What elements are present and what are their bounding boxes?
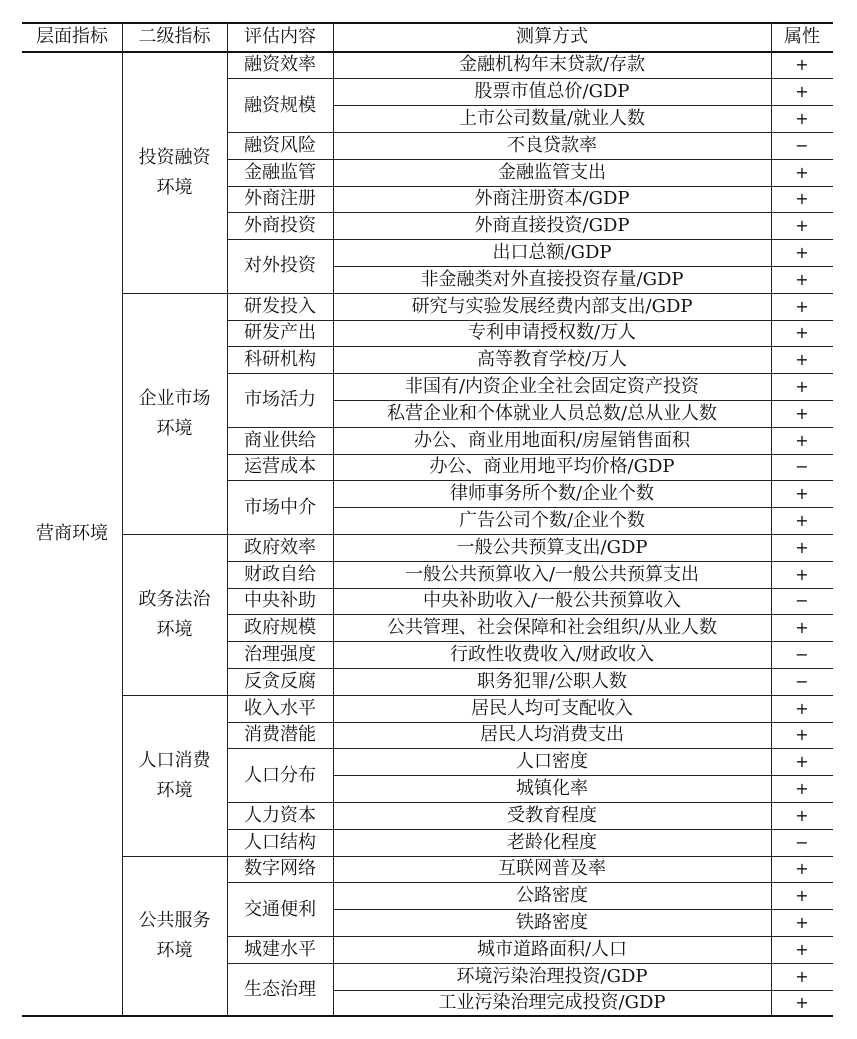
row-divider bbox=[227, 212, 833, 213]
content-cell: 治理强度 bbox=[244, 643, 316, 665]
attr-cell: − bbox=[795, 457, 809, 477]
content-cell: 交通便利 bbox=[244, 898, 316, 920]
method-cell: 出口总额/GDP bbox=[492, 241, 612, 263]
content-cell: 研发产出 bbox=[244, 322, 316, 344]
row-divider bbox=[227, 320, 833, 321]
row-divider bbox=[227, 427, 833, 428]
attr-cell: + bbox=[795, 912, 809, 932]
content-cell: 城建水平 bbox=[244, 938, 316, 960]
row-divider bbox=[227, 78, 833, 79]
attr-cell: + bbox=[795, 484, 809, 504]
method-cell: 城市道路面积/人口 bbox=[476, 938, 628, 960]
method-cell: 铁路密度 bbox=[516, 911, 588, 933]
attr-cell: + bbox=[795, 403, 809, 423]
attr-cell: + bbox=[795, 242, 809, 262]
top-rule bbox=[22, 22, 833, 24]
content-cell: 反贪反腐 bbox=[244, 670, 316, 692]
row-divider bbox=[227, 480, 833, 481]
method-cell: 专利申请授权数/万人 bbox=[467, 322, 637, 344]
attr-cell: + bbox=[795, 108, 809, 128]
header-cell: 评估内容 bbox=[244, 26, 316, 47]
method-cell: 城镇化率 bbox=[516, 777, 588, 799]
method-cell: 非国有/内资企业全社会固定资产投资 bbox=[404, 375, 700, 397]
method-cell: 金融监管支出 bbox=[498, 161, 606, 183]
method-cell: 一般公共预算收入/一般公共预算支出 bbox=[404, 563, 700, 585]
content-cell: 融资效率 bbox=[244, 54, 316, 76]
method-cell: 环境污染治理投资/GDP bbox=[456, 965, 648, 987]
attr-cell: + bbox=[795, 269, 809, 289]
row-divider bbox=[227, 588, 833, 589]
header-cell: 二级指标 bbox=[138, 26, 211, 47]
level2-cell: 企业市场环境 bbox=[138, 387, 211, 439]
method-cell: 不良贷款率 bbox=[507, 134, 597, 156]
level2-cell: 政务法治环境 bbox=[138, 588, 211, 640]
content-cell: 消费潜能 bbox=[244, 724, 316, 746]
row-divider bbox=[122, 293, 833, 294]
content-cell: 人口分布 bbox=[244, 764, 316, 786]
row-divider bbox=[227, 829, 833, 830]
content-cell: 人口结构 bbox=[244, 831, 316, 853]
content-cell: 市场活力 bbox=[244, 389, 316, 411]
method-cell: 互联网普及率 bbox=[498, 858, 606, 880]
method-cell: 居民人均消费支出 bbox=[480, 724, 624, 746]
row-divider bbox=[227, 132, 833, 133]
column-divider bbox=[122, 22, 123, 1017]
content-cell: 数字网络 bbox=[244, 858, 316, 880]
method-cell: 居民人均可支配收入 bbox=[471, 697, 633, 719]
attr-cell: + bbox=[795, 537, 809, 557]
column-divider bbox=[227, 22, 228, 1017]
row-divider bbox=[227, 963, 833, 964]
bottom-rule bbox=[22, 1015, 833, 1017]
method-cell: 办公、商业用地平均价格/GDP bbox=[429, 456, 675, 478]
row-divider bbox=[333, 990, 833, 991]
attr-cell: + bbox=[795, 752, 809, 772]
content-cell: 人力资本 bbox=[244, 804, 316, 826]
attr-cell: − bbox=[795, 832, 809, 852]
attr-cell: + bbox=[795, 430, 809, 450]
method-cell: 工业污染治理完成投资/GDP bbox=[438, 992, 666, 1014]
content-cell: 金融监管 bbox=[244, 161, 316, 183]
indicator-table bbox=[22, 22, 833, 1020]
attr-cell: + bbox=[795, 939, 809, 959]
row-divider bbox=[122, 856, 833, 857]
attr-cell: + bbox=[795, 778, 809, 798]
method-cell: 外商注册资本/GDP bbox=[474, 188, 630, 210]
attr-cell: + bbox=[795, 350, 809, 370]
content-cell: 融资规模 bbox=[244, 94, 316, 116]
attr-cell: + bbox=[795, 618, 809, 638]
method-cell: 上市公司数量/就业人数 bbox=[458, 107, 646, 129]
method-cell: 外商直接投资/GDP bbox=[474, 215, 630, 237]
attr-cell: + bbox=[795, 376, 809, 396]
method-cell: 广告公司个数/企业个数 bbox=[458, 509, 646, 531]
row-divider bbox=[227, 159, 833, 160]
content-cell: 外商投资 bbox=[244, 215, 316, 237]
row-divider bbox=[227, 614, 833, 615]
attr-cell: + bbox=[795, 323, 809, 343]
row-divider bbox=[227, 802, 833, 803]
attr-cell: + bbox=[795, 82, 809, 102]
attr-cell: + bbox=[795, 296, 809, 316]
header-rule bbox=[22, 51, 833, 52]
content-cell: 融资风险 bbox=[244, 134, 316, 156]
method-cell: 非金融类对外直接投资存量/GDP bbox=[420, 268, 684, 290]
method-cell: 股票市值总价/GDP bbox=[474, 81, 630, 103]
attr-cell: − bbox=[795, 671, 809, 691]
content-cell: 研发投入 bbox=[244, 295, 316, 317]
row-divider bbox=[227, 641, 833, 642]
attr-cell: + bbox=[795, 162, 809, 182]
attr-cell: + bbox=[795, 993, 809, 1013]
row-divider bbox=[227, 748, 833, 749]
row-divider bbox=[227, 561, 833, 562]
content-cell: 生态治理 bbox=[244, 978, 316, 1000]
method-cell: 职务犯罪/公职人数 bbox=[476, 670, 628, 692]
attr-cell: − bbox=[795, 135, 809, 155]
method-cell: 人口密度 bbox=[516, 751, 588, 773]
method-cell: 金融机构年末贷款/存款 bbox=[458, 54, 646, 76]
content-cell: 中央补助 bbox=[244, 590, 316, 612]
method-cell: 一般公共预算支出/GDP bbox=[456, 536, 648, 558]
method-cell: 律师事务所个数/企业个数 bbox=[449, 483, 655, 505]
row-divider bbox=[122, 695, 833, 696]
attr-cell: + bbox=[795, 189, 809, 209]
content-cell: 科研机构 bbox=[244, 349, 316, 371]
row-divider bbox=[227, 186, 833, 187]
level1-cell: 营商环境 bbox=[36, 523, 108, 545]
method-cell: 行政性收费收入/财政收入 bbox=[449, 643, 655, 665]
method-cell: 受教育程度 bbox=[507, 804, 597, 826]
attr-cell: + bbox=[795, 698, 809, 718]
method-cell: 公共管理、社会保障和社会组织/从业人数 bbox=[386, 617, 718, 639]
method-cell: 中央补助收入/一般公共预算收入 bbox=[422, 590, 682, 612]
method-cell: 研究与实验发展经费内部支出/GDP bbox=[411, 295, 693, 317]
level2-cell: 公共服务环境 bbox=[138, 910, 211, 962]
attr-cell: − bbox=[795, 591, 809, 611]
row-divider bbox=[333, 775, 833, 776]
row-divider bbox=[227, 454, 833, 455]
attr-cell: + bbox=[795, 564, 809, 584]
row-divider bbox=[227, 882, 833, 883]
content-cell: 政府规模 bbox=[244, 617, 316, 639]
header-cell: 层面指标 bbox=[36, 26, 108, 47]
row-divider bbox=[227, 668, 833, 669]
method-cell: 公路密度 bbox=[516, 885, 588, 907]
content-cell: 运营成本 bbox=[244, 456, 316, 478]
content-cell: 财政自给 bbox=[244, 563, 316, 585]
row-divider bbox=[333, 909, 833, 910]
row-divider bbox=[227, 346, 833, 347]
level2-cell: 人口消费环境 bbox=[138, 749, 211, 801]
column-divider bbox=[333, 22, 334, 1017]
attr-cell: + bbox=[795, 216, 809, 236]
row-divider bbox=[333, 105, 833, 106]
attr-cell: + bbox=[795, 966, 809, 986]
content-cell: 市场中介 bbox=[244, 496, 316, 518]
method-cell: 办公、商业用地面积/房屋销售面积 bbox=[413, 429, 691, 451]
column-divider bbox=[771, 22, 772, 1017]
content-cell: 外商注册 bbox=[244, 188, 316, 210]
attr-cell: + bbox=[795, 805, 809, 825]
content-cell: 商业供给 bbox=[244, 429, 316, 451]
content-cell: 对外投资 bbox=[244, 255, 316, 277]
row-divider bbox=[227, 239, 833, 240]
attr-cell: + bbox=[795, 725, 809, 745]
row-divider bbox=[333, 266, 833, 267]
row-divider bbox=[333, 400, 833, 401]
header-cell: 测算方式 bbox=[516, 26, 588, 47]
level2-cell: 投资融资环境 bbox=[138, 146, 211, 198]
method-cell: 高等教育学校/万人 bbox=[476, 349, 628, 371]
row-divider bbox=[333, 507, 833, 508]
attr-cell: + bbox=[795, 55, 809, 75]
attr-cell: + bbox=[795, 886, 809, 906]
attr-cell: − bbox=[795, 644, 809, 664]
header-cell: 属性 bbox=[784, 26, 820, 47]
method-cell: 私营企业和个体就业人员总数/总从业人数 bbox=[386, 402, 718, 424]
method-cell: 老龄化程度 bbox=[507, 831, 597, 853]
row-divider bbox=[227, 722, 833, 723]
content-cell: 政府效率 bbox=[244, 536, 316, 558]
row-divider bbox=[227, 373, 833, 374]
row-divider bbox=[227, 936, 833, 937]
attr-cell: + bbox=[795, 859, 809, 879]
attr-cell: + bbox=[795, 510, 809, 530]
row-divider bbox=[122, 534, 833, 535]
content-cell: 收入水平 bbox=[244, 697, 316, 719]
